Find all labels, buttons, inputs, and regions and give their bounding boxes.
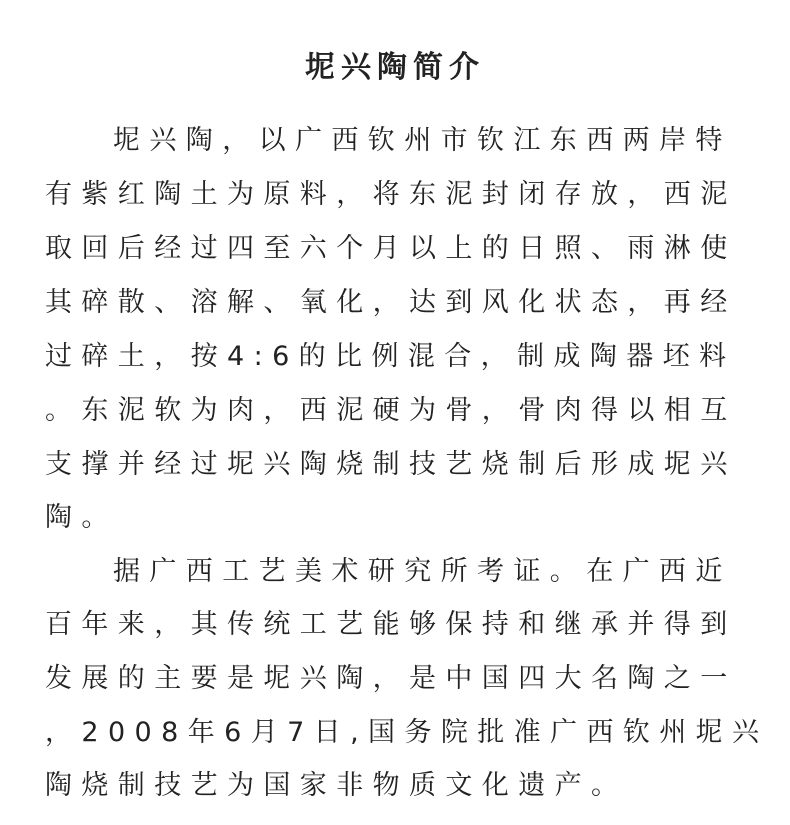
text-line: 陶。 xyxy=(45,502,118,533)
text-line: 有紫红陶土为原料，将东泥封闭存放，西泥 xyxy=(45,179,737,210)
text-line: 过碎土，按4:6的比例混合，制成陶器坯料 xyxy=(45,341,736,372)
text-line: 。东泥软为肉，西泥硬为骨，骨肉得以相互 xyxy=(45,395,737,426)
text-line: ，2008年6月7日,国务院批准广西钦州坭兴 xyxy=(45,717,769,748)
text-line: 发展的主要是坭兴陶，是中国四大名陶之一 xyxy=(45,663,737,694)
text-line: 其碎散、溶解、氧化，达到风化状态，再经 xyxy=(45,287,737,318)
text-line: 取回后经过四至六个月以上的日照、雨淋使 xyxy=(45,233,737,264)
text-line: 坭兴陶，以广西钦州市钦江东西两岸特 xyxy=(113,125,732,156)
page-title: 坭兴陶简介 xyxy=(305,50,485,85)
text-line: 陶烧制技艺为国家非物质文化遗产。 xyxy=(45,770,628,801)
text-line: 据广西工艺美术研究所考证。在广西近 xyxy=(113,556,732,587)
text-line: 支撑并经过坭兴陶烧制技艺烧制后形成坭兴 xyxy=(45,449,737,480)
text-line: 百年来，其传统工艺能够保持和继承并得到 xyxy=(45,609,737,640)
